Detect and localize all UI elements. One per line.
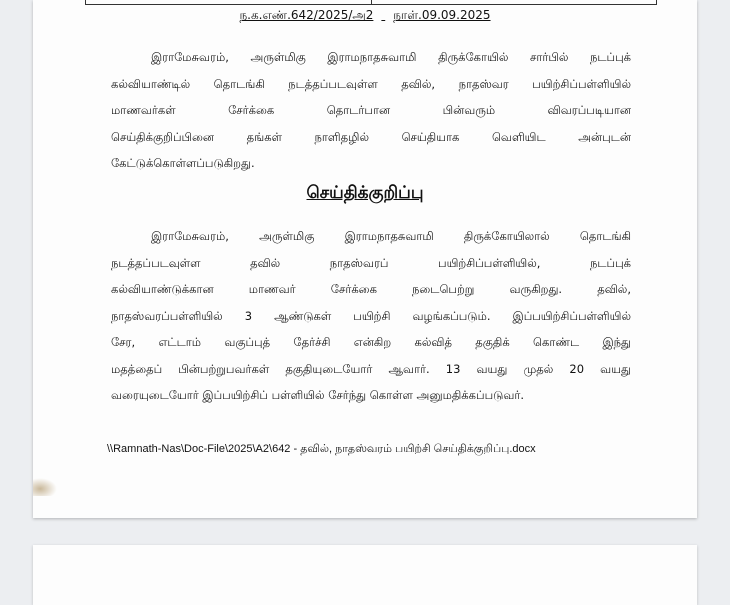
intro-line: இராமேசுவரம், அருள்மிகு இராமநாதசுவாமி திருக்கோயில் சார்பில் நடப்புக் [151,50,631,64]
body-line: சேர, எட்டாம் வகுப்புத் தேர்ச்சி என்கிற கல்வித் தகுதிக் கொண்ட இந்து [111,335,631,349]
file-path-footer: \\Ramnath-Nas\Doc-File\2025\A2\642 - தவில், நாதஸ்வரம் பயிற்சி செய்திக்குறிப்பு.docx [107,443,536,455]
document-date: நாள்.09.09.2025 [393,8,491,22]
press-note-heading [33,183,697,205]
intro-line: செய்திக்குறிப்பினை தங்கள் நாளிதழில் செய்தியாக வெளியிட அன்புடன் [111,129,631,144]
document-page [33,0,697,518]
intro-line: மாணவர்கள் சேர்க்கை தொடர்பான பின்வரும் விவரப்படியான [111,103,631,117]
top-table-border [85,0,657,5]
body-line: மதத்தைப் பின்பற்றுபவர்கள் தகுதியுடையோர் ஆவார். 13 வயது முதல் 20 வயது [111,361,631,376]
intro-paragraph [111,44,631,177]
intro-line: கல்வியாண்டில் தொடங்கி நடத்தப்படவுள்ள தவில், நாதஸ்வர பயிற்சிப்பள்ளியில் [111,76,631,91]
next-page [33,545,697,605]
body-line: வரையுடையோர் இப்பயிற்சிப் பள்ளியில் சேர்ந்து கொள்ள அனுமதிக்கப்படுவர். [111,388,525,402]
intro-line: கேட்டுக்கொள்ளப்படுகிறது. [111,156,255,170]
reference-number: ந.க.எண்.642/2025/அ2 [239,8,374,22]
body-line: நடத்தப்படவுள்ள தவில் நாதஸ்வரப் பயிற்சிப்பள்ளியில், நடப்புக் [111,255,631,270]
reference-line [33,8,697,24]
body-line: நாதஸ்வரப்பள்ளியில் 3 ஆண்டுகள் பயிற்சி வழங்கப்படும். இப்பயிற்சிப்பள்ளியில் [111,308,631,323]
scan-smudge [33,478,57,496]
body-line: இராமேசுவரம், அருள்மிகு இராமநாதசுவாமி திருக்கோயிலால் தொடங்கி [151,229,631,243]
body-line: கல்வியாண்டுக்கான மாணவர் சேர்க்கை நடைபெற்று வருகிறது. தவில், [111,282,631,296]
press-note-paragraph [111,223,631,409]
heading-text: செய்திக்குறிப்பு [306,183,424,203]
